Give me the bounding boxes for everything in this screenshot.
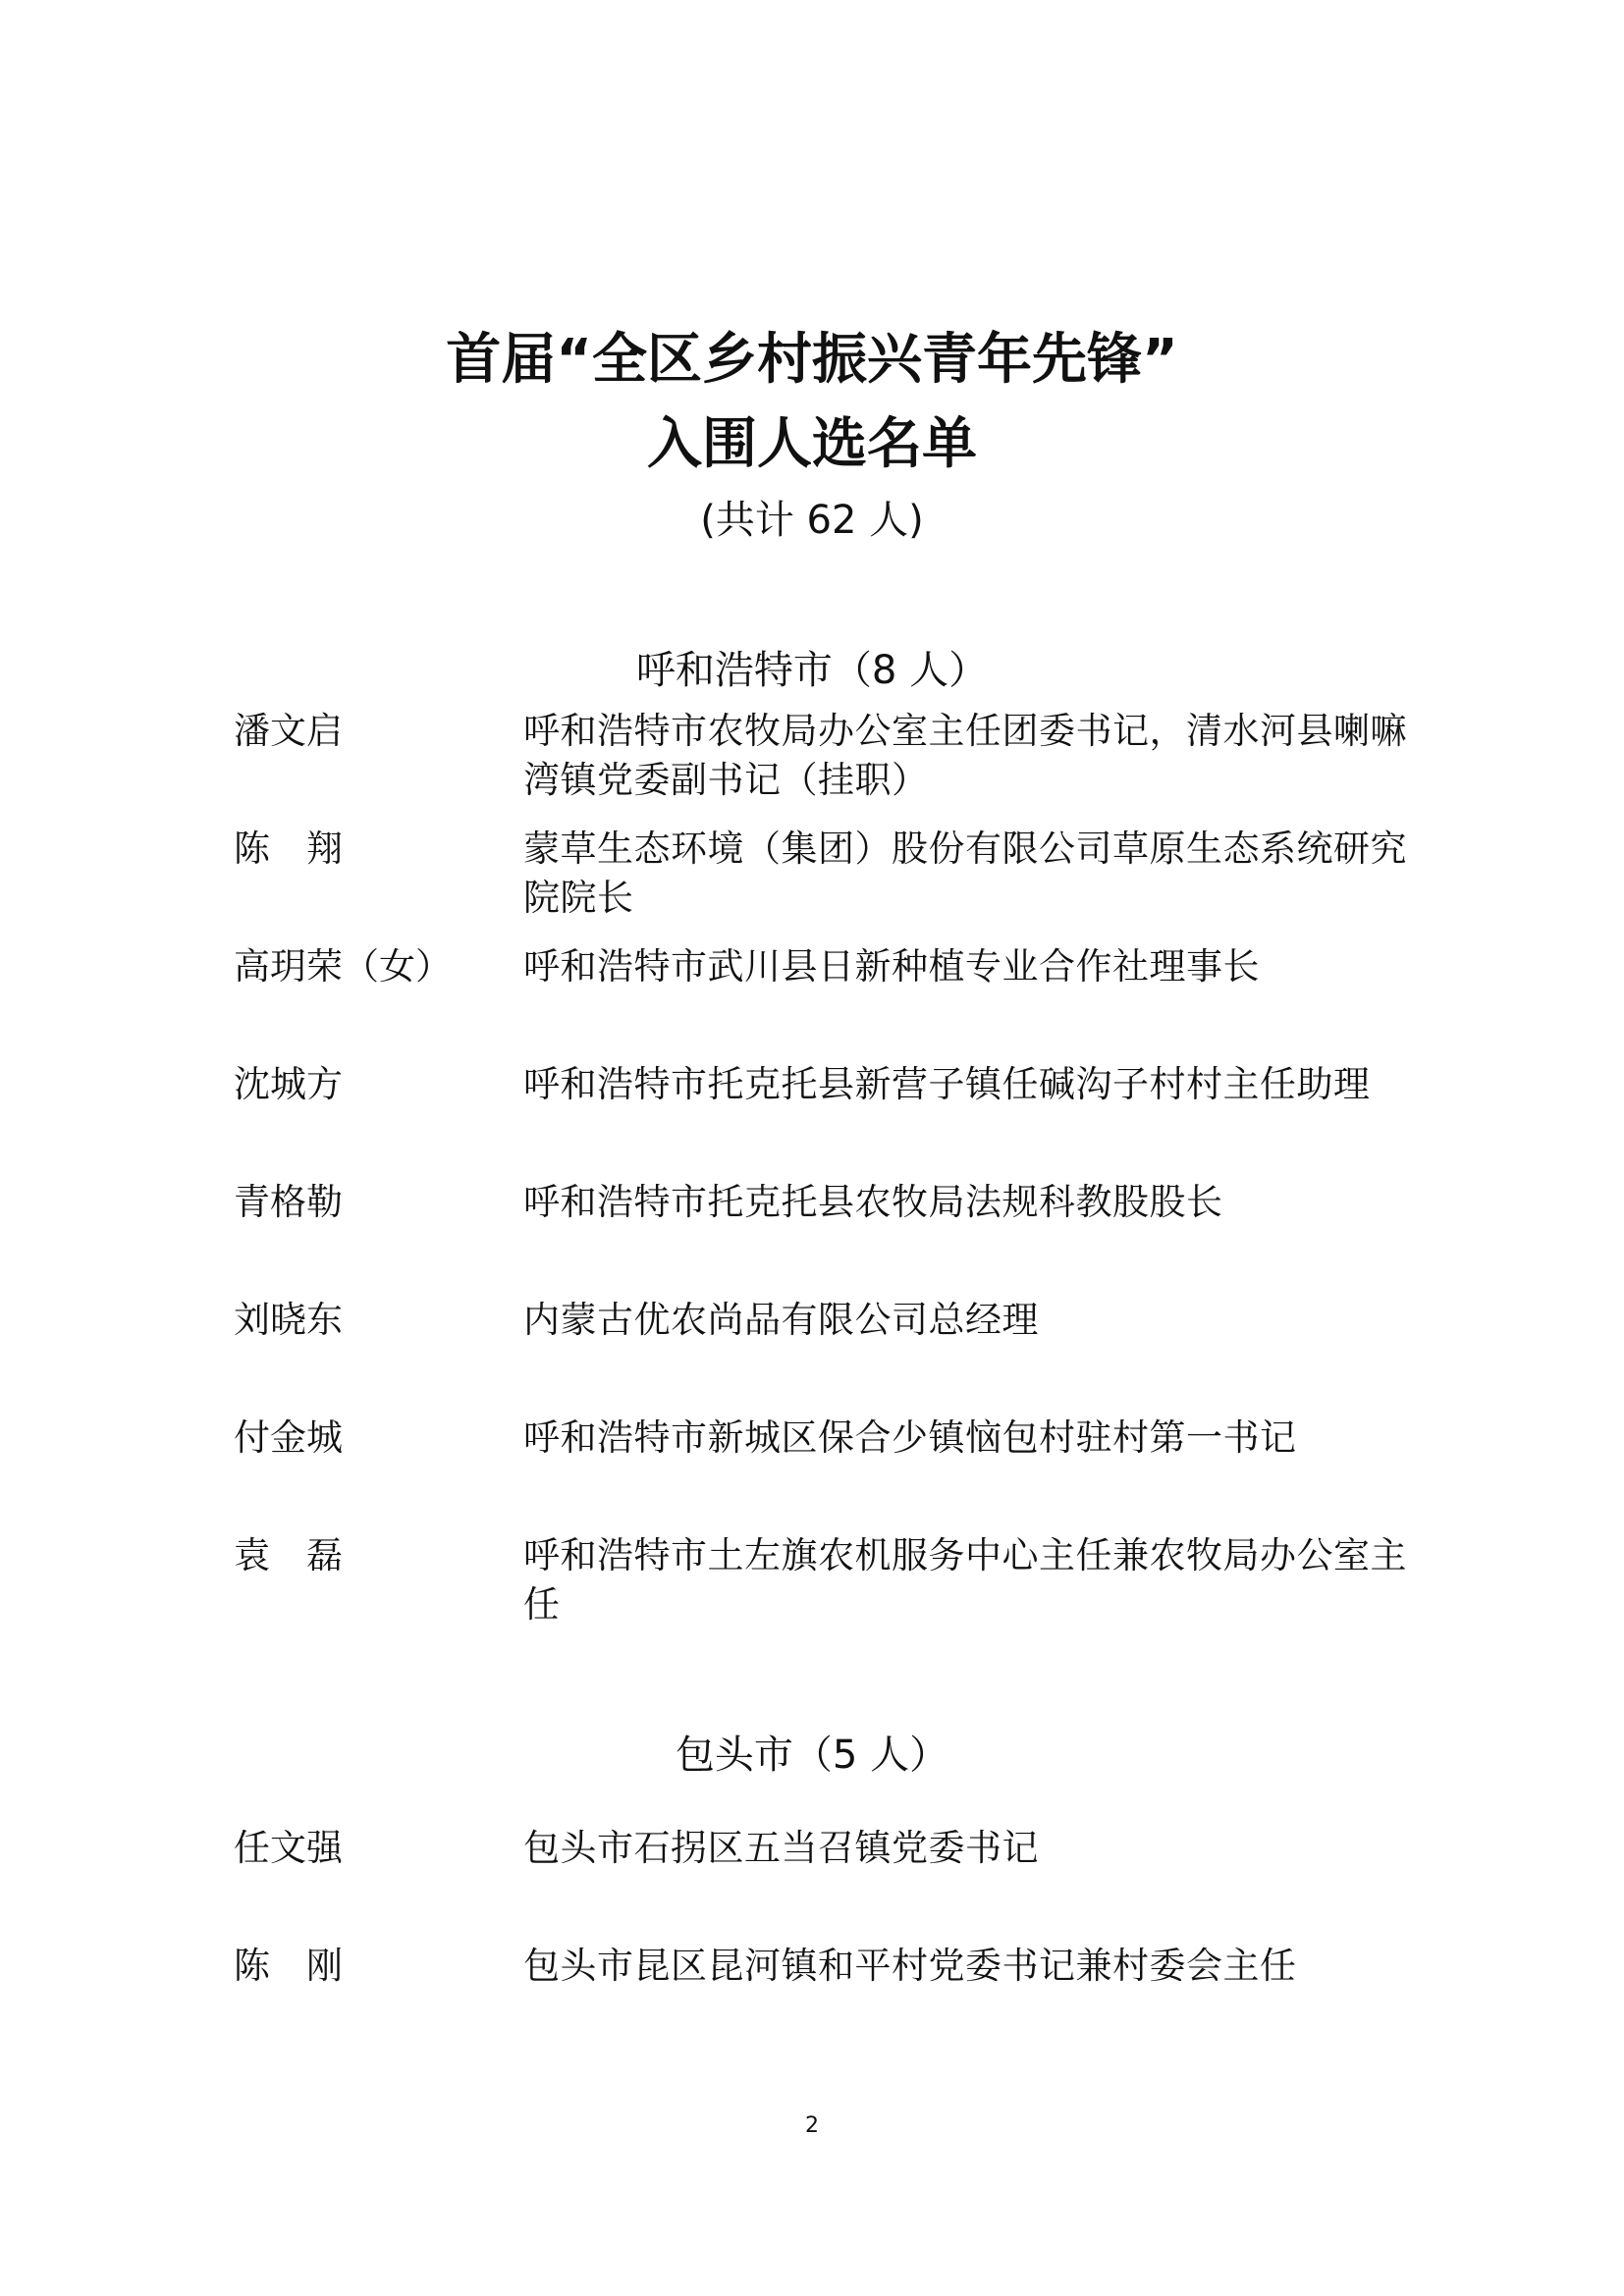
candidate-name: 任文强 <box>234 1827 343 1869</box>
candidate-position: 呼和浩特市农牧局办公室主任团委书记，清水河县喇嘛湾镇党委副书记（挂职） <box>523 710 1407 801</box>
candidate-position: 呼和浩特市土左旗农机服务中心主任兼农牧局办公室主任 <box>523 1534 1407 1626</box>
document-title-line1: 首届“全区乡村振兴青年先锋” <box>446 328 1178 392</box>
candidate-name: 沈城方 <box>234 1063 343 1105</box>
candidate-name: 青格勒 <box>234 1181 343 1223</box>
candidate-name: 付金城 <box>234 1416 343 1459</box>
candidate-position: 内蒙古优农尚品有限公司总经理 <box>523 1299 1039 1341</box>
candidate-position: 呼和浩特市托克托县新营子镇任碱沟子村村主任助理 <box>523 1063 1371 1105</box>
candidate-name: 高玥荣（女） <box>234 945 452 988</box>
page-number: 2 <box>805 2113 819 2138</box>
candidate-position: 呼和浩特市托克托县农牧局法规科教股股长 <box>523 1181 1223 1223</box>
candidate-name: 潘文启 <box>234 710 343 752</box>
candidate-position: 蒙草生态环境（集团）股份有限公司草原生态系统研究院院长 <box>523 828 1407 919</box>
candidate-position: 呼和浩特市新城区保合少镇恼包村驻村第一书记 <box>523 1416 1297 1459</box>
document-title-line2: 入围人选名单 <box>647 412 977 476</box>
candidate-name: 陈 翔 <box>234 828 343 870</box>
candidate-name: 陈 刚 <box>234 1945 343 1987</box>
candidate-position: 呼和浩特市武川县日新种植专业合作社理事长 <box>523 945 1260 988</box>
section-heading-hohhot: 呼和浩特市（8 人） <box>635 648 989 693</box>
section-heading-baotou: 包头市（5 人） <box>675 1733 949 1778</box>
candidate-name: 刘晓东 <box>234 1299 343 1341</box>
candidate-position: 包头市昆区昆河镇和平村党委书记兼村委会主任 <box>523 1945 1297 1987</box>
candidate-position: 包头市石拐区五当召镇党委书记 <box>523 1827 1039 1869</box>
candidate-name: 袁 磊 <box>234 1534 343 1576</box>
total-count: (共计 62 人) <box>700 498 924 543</box>
